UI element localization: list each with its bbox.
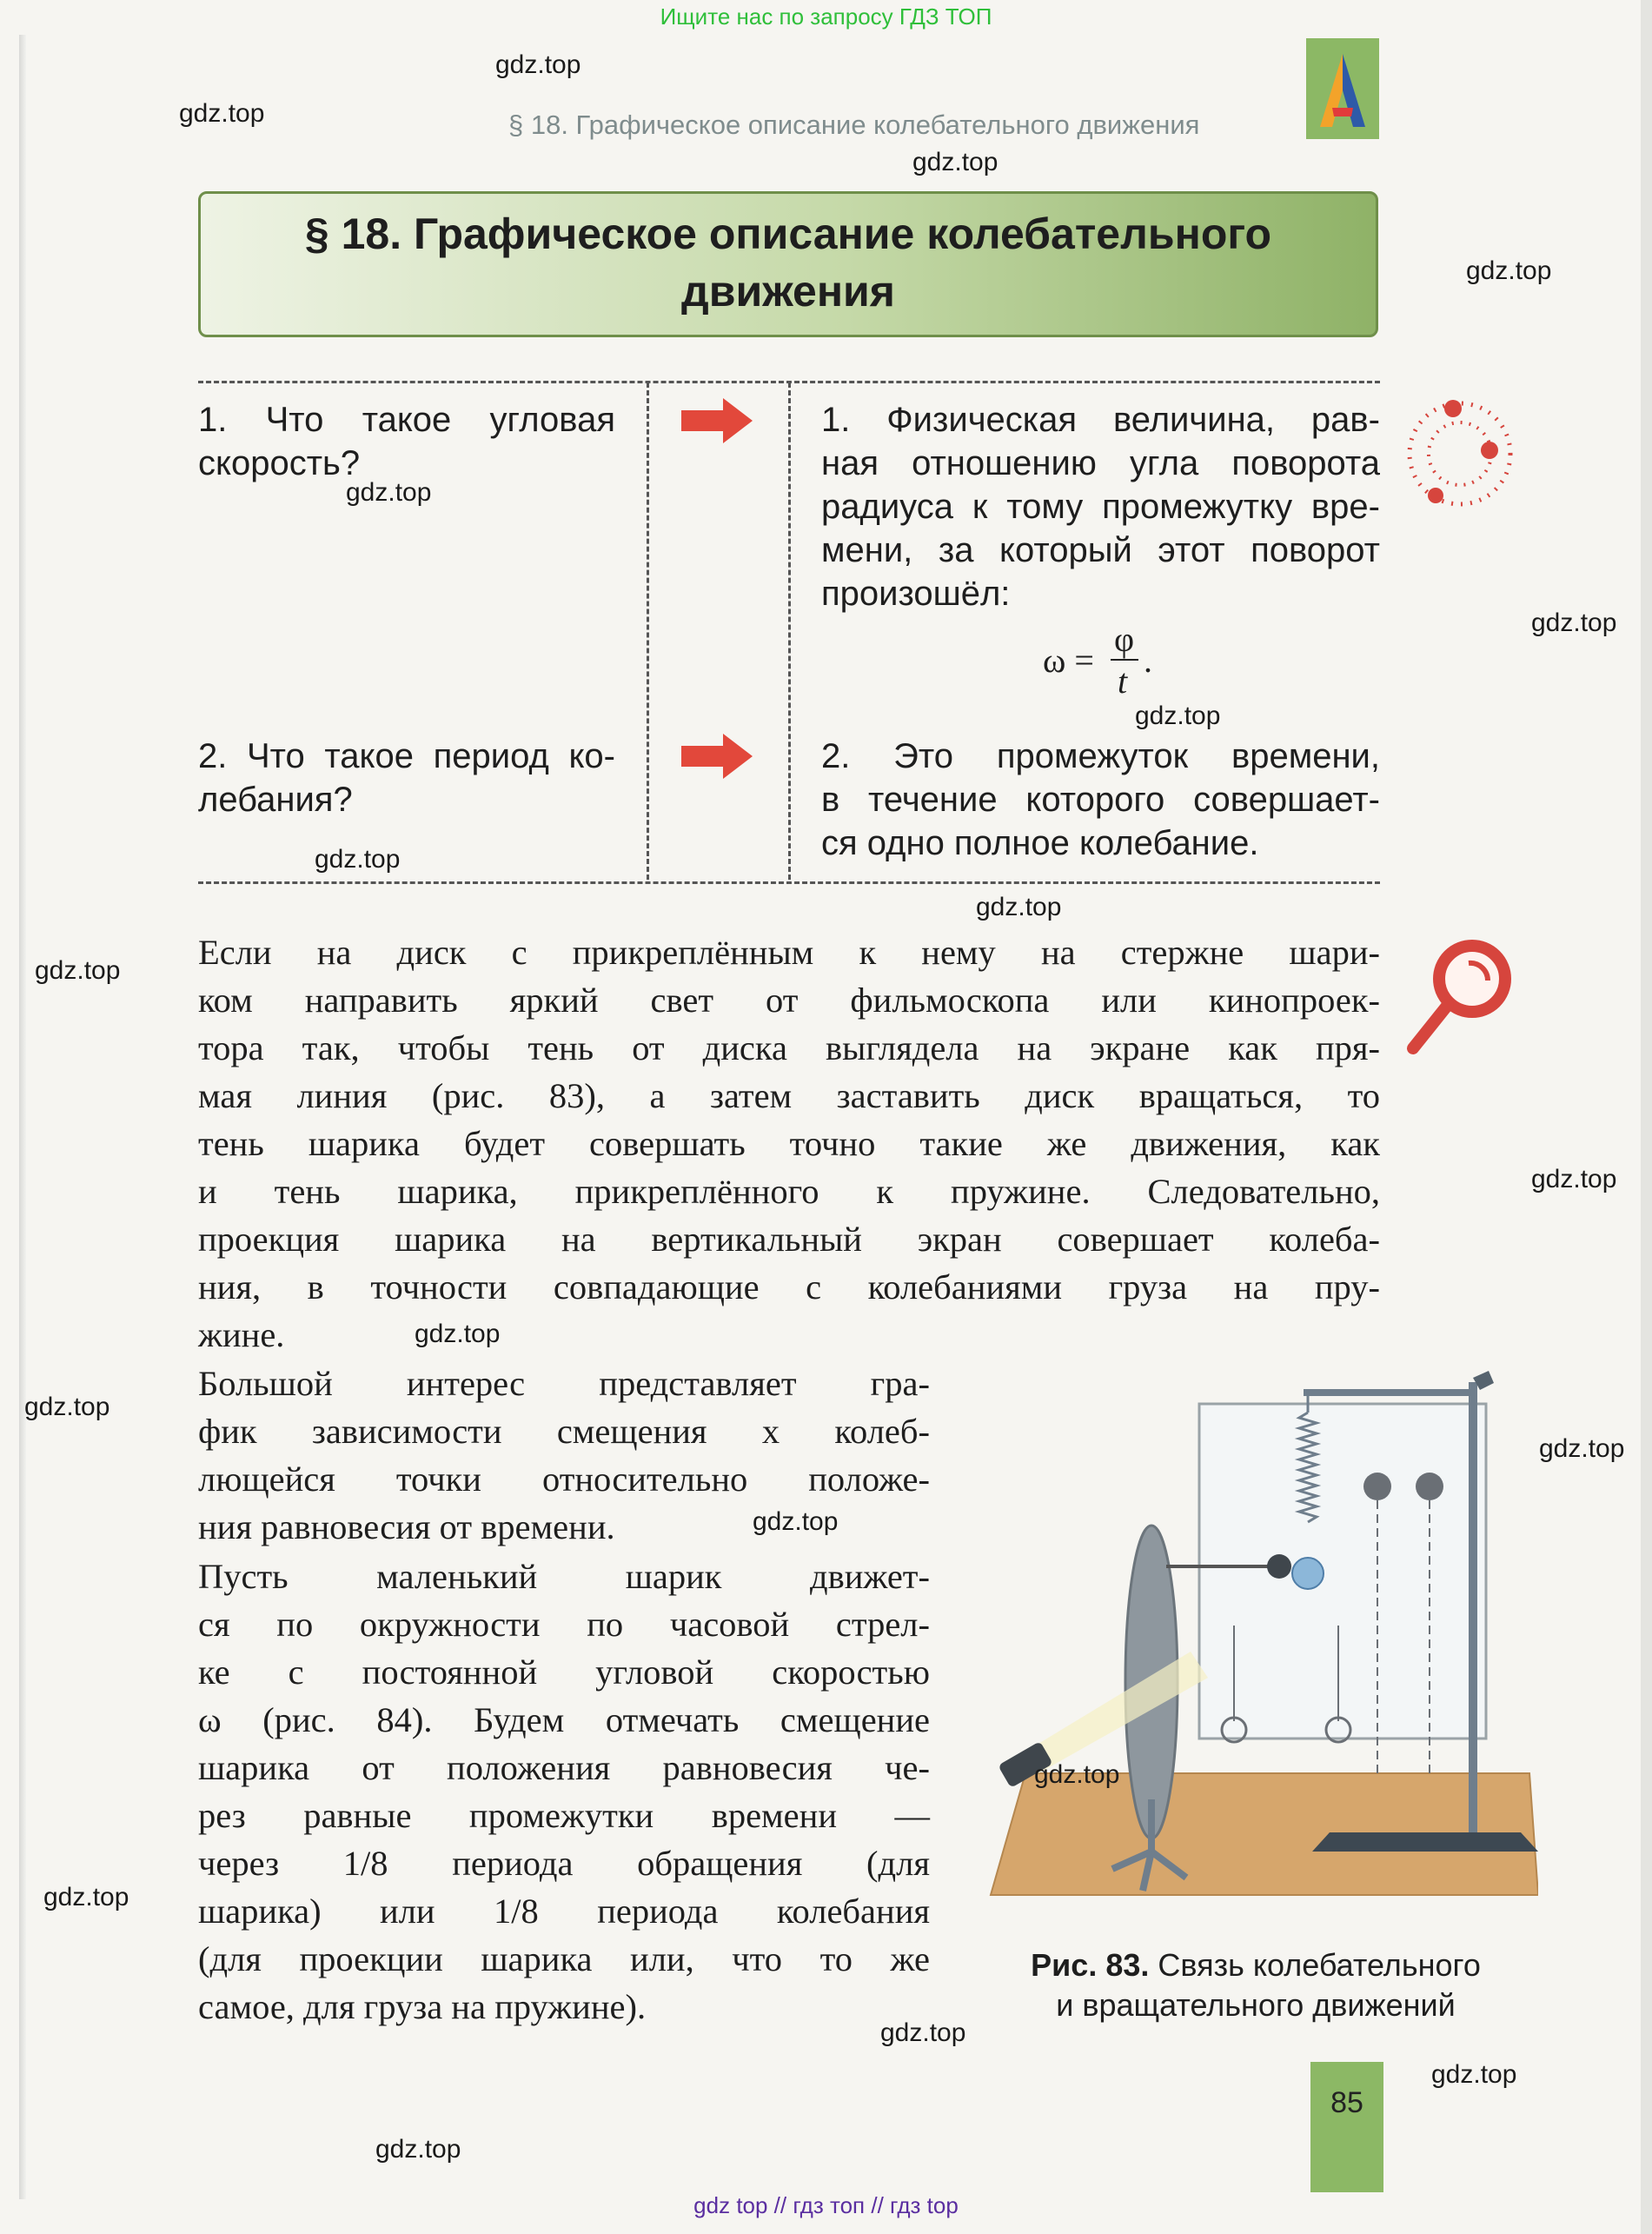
watermark[interactable]: gdz.top [880,2018,966,2047]
paragraph-2: Большой интерес представляет гра- фик зависимости смещения x колеб- лющейся точки относительно положе- ния равновесия от времени. [198,1364,930,1546]
qa-divider-right [788,382,791,880]
chapter-logo-icon [1306,38,1379,139]
answer-arrow-icon [681,734,753,779]
section-title-line1: § 18. Графическое описание колебательного [304,209,1272,258]
qa-bottom-rule [198,881,1380,884]
page-number: 85 [1330,2086,1363,2119]
watermark[interactable]: gdz.top [753,1507,839,1536]
answer-1: 1. Физическая величина, рав- ная отношению угла поворота радиуса к тому промежутку вре- мени, за который этот поворот произошёл: [821,401,1380,613]
watermark[interactable]: gdz.top [346,478,432,507]
watermark[interactable]: gdz.top [1531,1165,1617,1193]
chapter-logo-tab [1306,38,1379,139]
watermark[interactable]: gdz.top [1431,2060,1517,2089]
scan-right-edge [1641,0,1652,2234]
paragraph-3: Пусть маленький шарик движет- ся по окружности по часовой стрел- ке с постоянной угловой скоростью ω (рис. 84). Будем отмечать смещение шарика от положения равновесия че- рез равные промежутки времени — через 1/8 периода обращения (для шарика) или 1/8 периода колебания (для проекции шарика или, что то же самое, для груза на пружине). [198,1557,930,2026]
watermark[interactable]: gdz.top [24,1393,110,1421]
answer-2: 2. Это промежуток времени, в течение которого совершает- ся одно полное колебание. [821,737,1380,862]
watermark[interactable]: gdz.top [912,148,998,176]
page-number-tab [1310,2062,1383,2192]
watermark[interactable]: gdz.top [35,956,121,985]
watermark[interactable]: gdz.top [179,99,265,128]
qa-divider-left [647,382,649,880]
figure-83-caption: Рис. 83. Связь колебательного и вращательного движений [1031,1947,1481,2023]
watermark[interactable]: gdz.top [43,1883,129,1912]
watermark[interactable]: gdz.top [375,2135,461,2164]
watermark[interactable]: gdz.top [495,50,581,79]
watermark[interactable]: gdz.top [315,845,401,874]
paragraph-1: Если на диск с прикреплённым к нему на стержне шари- ком направить яркий свет от фильмоскопа или кинопроек- тора так, чтобы тень от диска выглядела на экране как пря- мая линия (рис. 83), а затем заставить диск вращаться, то тень шарика будет совершать точно такие же движения, как и тень шарика, прикреплённого к пружине. Следовательно, проекция шарика на вертикальный экран совершает колеба- ния, в точности совпадающие с колебаниями груза на пру- жине. [198,933,1380,1354]
magnifier-icon [1401,935,1521,1066]
watermark[interactable]: gdz.top [976,893,1062,921]
section-title-line2: движения [681,267,895,316]
question-1: 1. Что такое угловая скорость? [198,401,615,482]
running-head: § 18. Графическое описание колебательного движения [508,110,1200,140]
top-banner[interactable]: Ищите нас по запросу ГДЗ ТОП [660,3,992,30]
watermark[interactable]: gdz.top [1531,608,1617,637]
watermark[interactable]: gdz.top [1135,701,1221,730]
watermark[interactable]: gdz.top [415,1320,501,1348]
watermark[interactable]: gdz.top [1539,1434,1625,1463]
bottom-banner[interactable]: gdz top // гдз топ // гдз top [693,2192,959,2218]
rotation-orbit-icon [1401,395,1519,513]
scan-edge-shadow [19,35,26,2199]
watermark[interactable]: gdz.top [1466,256,1552,285]
question-2: 2. Что такое период ко- лебания? [198,737,615,819]
section-title [198,205,1378,320]
answer-arrow-icon [681,398,753,443]
watermark[interactable]: gdz.top [1034,1760,1120,1789]
figure-83-illustration [965,1365,1538,1904]
